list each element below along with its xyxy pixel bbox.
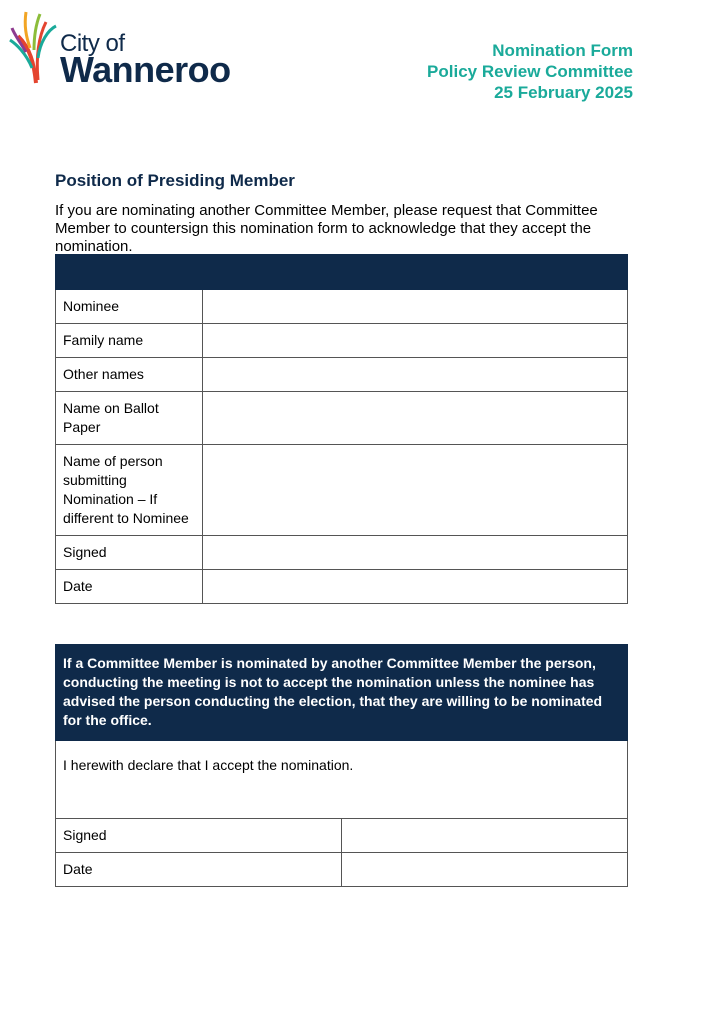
nomination-signed-field[interactable] [203, 536, 628, 570]
nominee-field[interactable] [203, 290, 628, 324]
logo-text-city-of: City of [60, 30, 125, 57]
section-title: Position of Presiding Member [55, 171, 295, 190]
table-row [56, 358, 628, 392]
logo-mark-icon [8, 8, 58, 86]
row-label: Signed [56, 536, 203, 570]
table-row [56, 570, 628, 604]
row-label: Date [56, 570, 203, 604]
header-committee: Policy Review Committee [427, 62, 633, 81]
acceptance-table [55, 644, 628, 887]
row-label: Nominee [56, 290, 203, 324]
row-label: Name of person submitting Nomination – If different to Nominee [56, 445, 203, 536]
declaration-text: I herewith declare that I accept the nomination. [56, 741, 628, 819]
row-label: Other names [56, 358, 203, 392]
row-label: Signed [56, 819, 342, 853]
table-row [56, 324, 628, 358]
intro-text: If you are nominating another Committee Member, please request that Committee Member to countersign this nomination form to acknowledge that they accept the nomination. [55, 202, 598, 255]
submitter-name-field[interactable] [203, 445, 628, 536]
table-row [56, 392, 628, 445]
table-row [56, 445, 628, 536]
row-label: Name on Ballot Paper [56, 392, 203, 445]
logo-text-wanneroo: Wanneroo [60, 49, 231, 90]
row-label: Date [56, 853, 342, 887]
header-date: 25 February 2025 [494, 83, 633, 102]
acceptance-date-field[interactable] [342, 853, 628, 887]
table-row [56, 819, 628, 853]
notice-row [56, 645, 628, 741]
header-form-title: Nomination Form [492, 41, 633, 60]
acceptance-signed-field[interactable] [342, 819, 628, 853]
row-label: Family name [56, 324, 203, 358]
nomination-table [55, 254, 628, 604]
declaration-row [56, 741, 628, 819]
other-names-field[interactable] [203, 358, 628, 392]
table-row [56, 853, 628, 887]
table-row [56, 290, 628, 324]
table-header-row [56, 255, 628, 290]
table-row [56, 536, 628, 570]
ballot-name-field[interactable] [203, 392, 628, 445]
notice-text: If a Committee Member is nominated by another Committee Member the person, conducting the meeting is not to accept the nomination unless the nominee has advised the person conducting the election, that they are willing to be nominated for the office. [56, 645, 628, 741]
city-logo [8, 8, 231, 90]
document-header [427, 40, 633, 103]
family-name-field[interactable] [203, 324, 628, 358]
nomination-date-field[interactable] [203, 570, 628, 604]
